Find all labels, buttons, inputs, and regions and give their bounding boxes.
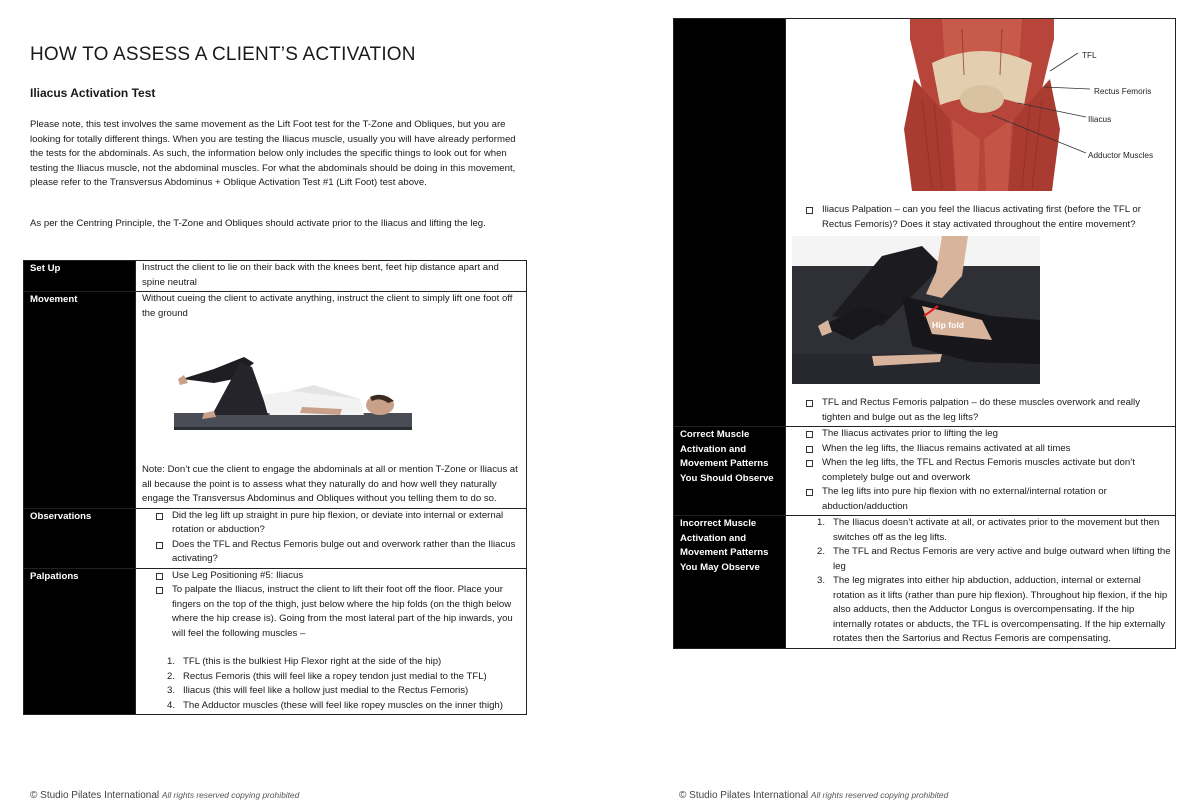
checkbox-item (156, 538, 522, 567)
footer-notice: All rights reserved copying prohibited (810, 790, 949, 800)
checkbox-text: When the leg lifts, the TFL and Rectus Femoris muscles activate but don’t completely bulge out and overwork (822, 457, 1136, 483)
checkbox-icon (156, 587, 163, 594)
numbered-text: Iliacus (this will feel like a hollow just medial to the Rectus Femoris) (183, 685, 469, 696)
table-row-incorrect-patterns (674, 516, 1176, 649)
footer-brand: © Studio Pilates International (679, 790, 809, 801)
checkbox-icon (806, 460, 813, 467)
page-footer (30, 790, 299, 801)
checkbox-icon (806, 207, 813, 214)
leg-lift-illustration (174, 349, 414, 449)
checkbox-text: Did the leg lift up straight in pure hip flexion, or deviate into internal or external rotation or abduction? (172, 509, 504, 535)
numbered-item (807, 545, 1171, 574)
numbered-item (157, 699, 522, 714)
row-text: Without cueing the client to activate anything, instruct the client to simply lift one foot off the ground (142, 293, 513, 319)
hip-palpation-photo (792, 236, 1040, 384)
checkbox-text: The leg lifts into pure hip flexion with no external/internal rotation or abduction/adduction (822, 486, 1107, 512)
list-number: 1. (816, 517, 825, 528)
checkbox-item (806, 456, 1171, 485)
label-hip-fold: Hip fold (932, 320, 964, 330)
numbered-text: The TFL and Rectus Femoris are very active and bulge outward when lifting the leg (833, 546, 1171, 572)
correct-patterns-cell (786, 427, 1176, 516)
table-row-movement (24, 292, 527, 509)
label-iliacus: Iliacus (1088, 115, 1112, 124)
leg-lift-photo (174, 349, 414, 449)
checkbox-icon (806, 400, 813, 407)
movement-note: Note: Don’t cue the client to engage the abdominals at all or mention T-Zone or Iliacus at all because the point is to assess what they naturally do and how well they naturally engage the Transversus Abdominus and Obliques without you telling them to do so. (142, 464, 518, 504)
list-number: 1. (166, 656, 175, 667)
numbered-item (157, 670, 522, 685)
checkbox-text: TFL and Rectus Femoris palpation – do these muscles overwork and really tighten and bulge out as the leg lifts? (822, 397, 1140, 423)
numbered-item (807, 574, 1171, 647)
hip-muscles-diagram (792, 19, 1122, 191)
list-number: 3. (166, 685, 175, 696)
row-label: Observations (24, 508, 136, 568)
numbered-item (807, 516, 1171, 545)
list-number: 2. (816, 546, 825, 557)
label-tfl: TFL (1082, 51, 1097, 60)
checkbox-item (806, 442, 1171, 457)
checkbox-item (806, 427, 1171, 442)
page-footer (679, 790, 948, 801)
right-page (640, 0, 1200, 809)
numbered-item (157, 655, 522, 670)
anatomy-illustration (792, 19, 1154, 191)
movement-cell (136, 292, 527, 509)
palpations-cell (136, 568, 527, 715)
row-label: Palpations (24, 568, 136, 715)
row-label: Movement (24, 292, 136, 509)
observations-cell (136, 508, 527, 568)
checkbox-icon (806, 489, 813, 496)
footer-brand: © Studio Pilates International (30, 790, 160, 801)
checkbox-icon (806, 446, 813, 453)
centring-paragraph: As per the Centring Principle, the T-Zone and Obliques should activate prior to the Iliacus and lifting the leg. (30, 218, 486, 229)
row-label-empty (674, 19, 786, 427)
checkbox-text: The Iliacus activates prior to lifting the leg (822, 428, 998, 439)
checkbox-text: When the leg lifts, the Iliacus remains activated at all times (822, 442, 1071, 454)
row-label: Set Up (24, 261, 136, 292)
table-row-correct-patterns (674, 427, 1176, 516)
checkbox-icon (156, 513, 163, 520)
checkbox-icon (156, 573, 163, 580)
table-row-palpations (24, 568, 527, 715)
list-number: 2. (166, 670, 175, 682)
palpation-images-cell (786, 19, 1176, 427)
row-label: Correct Muscle Activation and Movement Patterns You Should Observe (674, 427, 786, 516)
footer-notice: All rights reserved copying prohibited (161, 790, 300, 800)
label-rectus-femoris: Rectus Femoris (1094, 87, 1152, 96)
checkbox-icon (806, 431, 813, 438)
intro-paragraph: Please note, this test involves the same movement as the Lift Foot test for the T-Zone and Obliques, but you are looking for totally different things. When you are testing the Iliacus muscle, usually you will have already performed the tests for the abdominals. As such, the information below only includes the specific things to look out for when testing the Iliacus muscle, not the abdominal muscles. For what the abdominals should be doing in this movement, please refer to the Transversus Abdominus + Oblique Activation Test #1 (Lift Foot) test above. (30, 119, 516, 189)
numbered-text: TFL (this is the bulkiest Hip Flexor right at the side of the hip) (183, 656, 442, 667)
row-text: Instruct the client to lie on their back with the knees bent, feet hip distance apart and spine neutral (136, 261, 527, 292)
checkbox-text: Use Leg Positioning #5: Iliacus (172, 569, 304, 581)
numbered-text: The Iliacus doesn’t activate at all, or activates prior to the movement but then switches off as the leg lifts. (833, 517, 1160, 543)
checkbox-item (806, 203, 1171, 232)
palpation-illustration (792, 236, 1040, 384)
incorrect-patterns-cell (786, 516, 1176, 649)
assessment-table-continued (673, 18, 1176, 649)
numbered-text: The leg migrates into either hip abduction, adduction, internal or external rotation as it lifts (rather than pure hip flexion). Throughout hip flexion, if the hip also adducts, then the Adductor Longus is overcompensating. If the hip internally rotates or abducts, the TFL is overcompensating. If the hip externally rotates then the Sartorius and Rectus Femoris are compensating. (833, 575, 1168, 644)
checkbox-item (156, 583, 522, 641)
left-page (0, 0, 560, 809)
numbered-item (157, 684, 522, 699)
page-title: HOW TO ASSESS A CLIENT’S ACTIVATION (30, 44, 416, 65)
list-number: 4. (166, 699, 175, 711)
numbered-text: Rectus Femoris (this will feel like a ropey tendon just medial to the TFL) (183, 670, 487, 682)
list-number: 3. (816, 575, 825, 586)
checkbox-icon (156, 542, 163, 549)
checkbox-item (806, 485, 1171, 514)
checkbox-item (156, 569, 522, 584)
assessment-table (23, 260, 527, 715)
table-row-observations (24, 508, 527, 568)
table-row-palpations-continued (674, 19, 1176, 427)
label-adductor: Adductor Muscles (1088, 151, 1154, 160)
checkbox-text: Does the TFL and Rectus Femoris bulge out and overwork rather than the Iliacus activating? (172, 538, 516, 564)
checkbox-item (156, 509, 522, 538)
checkbox-item (806, 396, 1171, 425)
numbered-text: The Adductor muscles (these will feel like ropey muscles on the inner thigh) (183, 699, 503, 711)
section-subtitle: Iliacus Activation Test (30, 86, 156, 100)
table-row-setup (24, 261, 527, 292)
row-label: Incorrect Muscle Activation and Movement Patterns You May Observe (674, 516, 786, 649)
checkbox-text: To palpate the Iliacus, instruct the client to lift their foot off the floor. Place your fingers on the top of the thigh, just below where the hip folds (on the thigh below where the hip crease is). Going from the most lateral part of the hip inwards, you will feel the following muscles – (172, 584, 513, 639)
checkbox-text: Iliacus Palpation – can you feel the Iliacus activating first (before the TFL or Rectus Femoris)? Does it stay activated throughout the entire movement? (822, 204, 1141, 230)
